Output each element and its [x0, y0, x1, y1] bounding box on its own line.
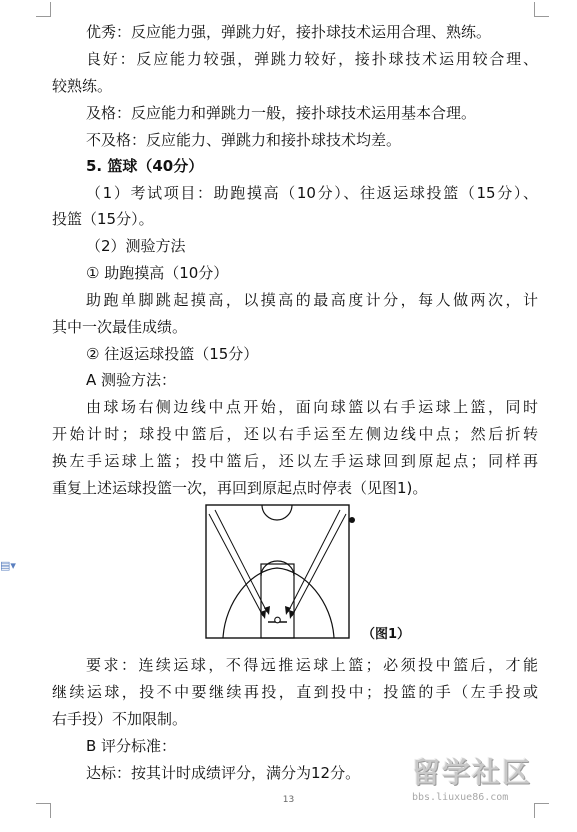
requirements-line-2: 继续运球，投不中要继续再投，直到投中；投篮的手（左手投或: [52, 683, 538, 701]
requirements-line-1: 要求：连续运球，不得远推运球上篮；必须投中篮后，才能: [86, 656, 538, 674]
running-reach-heading: ① 助跑摸高（10分）: [86, 264, 229, 282]
grade-excellent: 优秀：反应能力强，弹跳力好，接扑球技术运用合理、熟练。: [86, 23, 492, 41]
watermark-logo: 留学社区: [412, 756, 533, 789]
page-number: 13: [282, 795, 295, 805]
exam-items-continued: 投篮（15分）。: [52, 210, 154, 228]
basketball-court-diagram: [205, 504, 350, 639]
method-a-line-2: 开始计时；球投中篮后，还以右手运至左侧边线中点；然后折转: [52, 425, 538, 443]
scoring-standard: 达标：按其计时成绩评分，满分为12分。: [86, 764, 361, 782]
path-line-right-2: [288, 510, 340, 612]
method-a-line-1: 由球场右侧边线中点开始，面向球篮以右手运球上篮，同时: [86, 398, 538, 416]
watermark-url: bbs.liuxue86.com: [412, 792, 509, 803]
path-line-left-2: [215, 510, 267, 612]
path-line-right-1: [292, 514, 346, 616]
path-line-left-1: [209, 514, 263, 616]
scoring-heading: B 评分标准：: [86, 737, 177, 755]
test-method-heading: （2）测验方法: [86, 237, 186, 255]
center-circle-arc: [262, 505, 292, 520]
crop-mark-bottom-left: [36, 803, 51, 818]
grade-fail: 不及格：反应能力、弹跳力和接扑球技术均差。: [86, 131, 402, 149]
three-point-arc: [223, 568, 334, 638]
watermark: [412, 756, 562, 826]
method-a-heading: A 测验方法：: [86, 371, 177, 389]
grade-good-continued: 较熟练。: [52, 77, 113, 95]
running-reach-description: 助跑单脚跳起摸高，以摸高的最高度计分，每人做两次，计: [86, 291, 538, 309]
figure-caption: （图1）: [362, 627, 411, 642]
exam-items: （1）考试项目：助跑摸高（10分）、往返运球投篮（15分）、: [86, 184, 538, 202]
requirements-line-3: 右手投）不加限制。: [52, 710, 188, 728]
dribble-shot-heading: ② 往返运球投篮（15分）: [86, 345, 259, 363]
running-reach-description-continued: 其中一次最佳成绩。: [52, 318, 188, 336]
basket-ring: [275, 617, 281, 623]
document-margin-icon[interactable]: ▤▾: [0, 559, 16, 572]
method-a-line-3: 换左手运球上篮；投中篮后，还以左手运球回到原起点；同样再: [52, 452, 538, 470]
start-point-marker: [348, 516, 356, 524]
grade-good: 良好：反应能力较强，弹跳力较好，接扑球技术运用较合理、: [86, 50, 538, 68]
free-throw-lane: [261, 564, 294, 638]
grade-pass: 及格：反应能力和弹跳力一般，接扑球技术运用基本合理。: [86, 104, 477, 122]
crop-mark-top-right: [534, 2, 549, 17]
method-a-line-4: 重复上述运球投篮一次，再回到原起点时停表（见图1)。: [52, 479, 428, 497]
crop-mark-top-left: [36, 2, 51, 17]
section-heading-basketball: 5. 篮球（40分）: [86, 157, 204, 175]
